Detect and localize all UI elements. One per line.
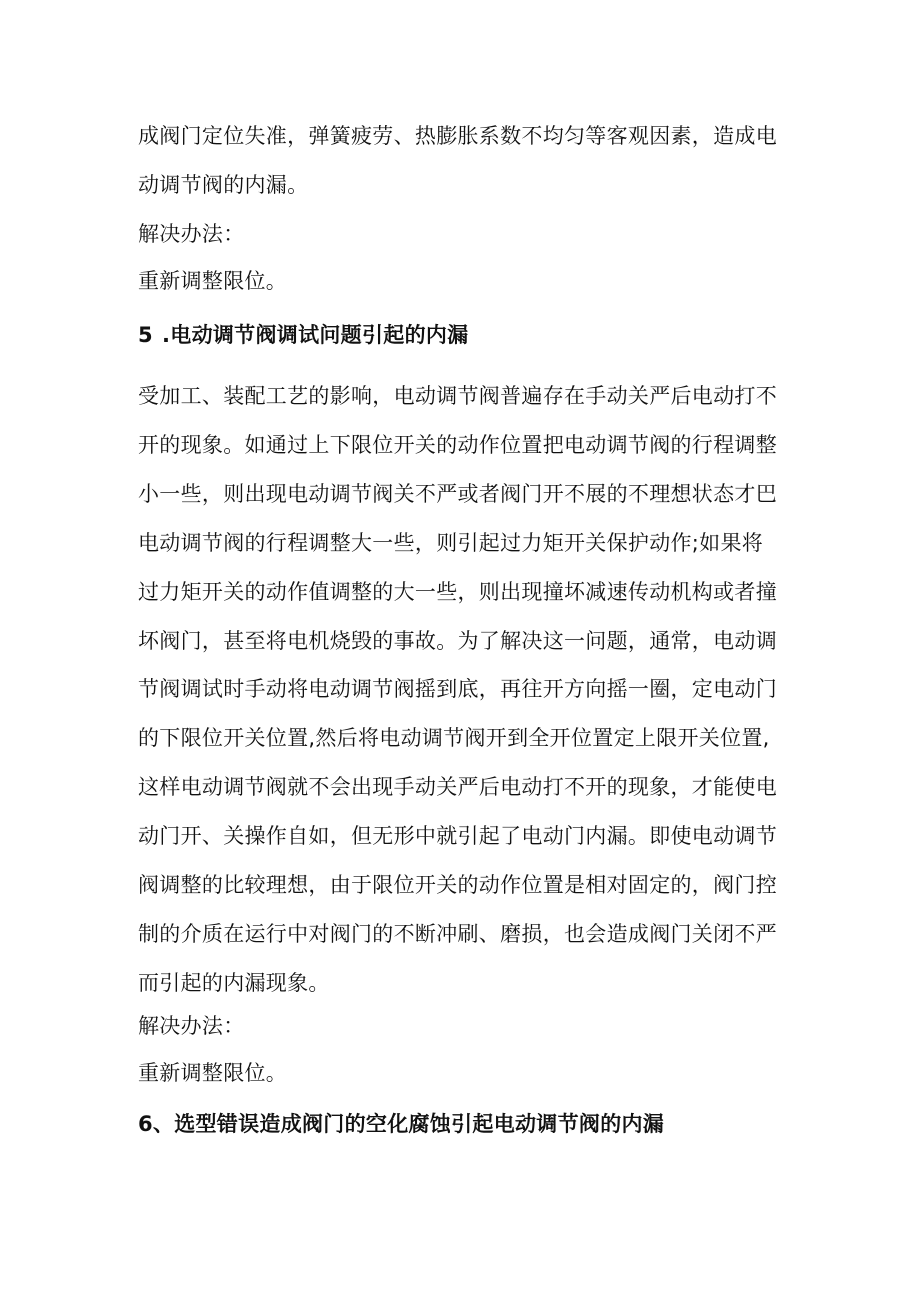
paragraph-line: 而引起的内漏现象。	[138, 970, 330, 995]
paragraph-line: 开的现象。如通过上下限位开关的动作位置把电动调节阀的行程调整	[138, 432, 777, 457]
paragraph-line: 这样电动调节阀就不会出现手动关严后电动打不开的现象，才能使电	[138, 775, 777, 800]
solution-label: 解决办法：	[138, 222, 245, 246]
section-number: 5	[138, 323, 153, 347]
paragraph-line: 阀调整的比较理想，由于限位开关的动作位置是相对固定的，阀门控	[138, 873, 777, 898]
paragraph-line: 动调节阀的内漏。	[138, 172, 309, 197]
intro-paragraph	[138, 112, 788, 210]
paragraph-line: 制的介质在运行中对阀门的不断冲刷、磨损，也会造成阀门关闭不严	[138, 921, 777, 946]
paragraph-line: 过力矩开关的动作值调整的大一些，则出现撞坏减速传动机构或者撞	[138, 579, 777, 604]
solution-label: 解决办法：	[138, 1014, 245, 1038]
paragraph-line: 电动调节阀的行程调整大一些，则引起过力矩开关保护动作;如果将	[138, 530, 764, 555]
paragraph-line: 的下限位开关位置,然后将电动调节阀开到全开位置定上限开关位置,	[138, 726, 770, 751]
paragraph-line: 受加工、装配工艺的影响，电动调节阀普遍存在手动关严后电动打不	[138, 384, 777, 408]
paragraph-line: 成阀门定位失准，弹簧疲劳、热膨胀系数不均匀等客观因素，造成电	[138, 124, 777, 148]
section-title: .电动调节阀调试问题引起的内漏	[162, 323, 469, 347]
solution-text: 重新调整限位。	[138, 1061, 288, 1085]
solution-text: 重新调整限位。	[138, 269, 288, 293]
section-heading-6: 6、选型错误造成阀门的空化腐蚀引起电动调节阀的内漏	[138, 1112, 665, 1136]
paragraph-line: 节阀调试时手动将电动调节阀摇到底，再往开方向摇一圈，定电动门	[138, 677, 777, 702]
paragraph-line: 坏阀门，甚至将电机烧毁的事故。为了解决这一问题，通常，电动调	[138, 628, 777, 653]
section-heading-5	[138, 320, 468, 350]
section-5-paragraph	[138, 372, 788, 1008]
paragraph-line: 小一些，则出现电动调节阀关不严或者阀门开不展的不理想状态才巴	[138, 481, 777, 506]
paragraph-line: 动门开、关操作自如，但无形中就引起了电动门内漏。即使电动调节	[138, 824, 777, 849]
